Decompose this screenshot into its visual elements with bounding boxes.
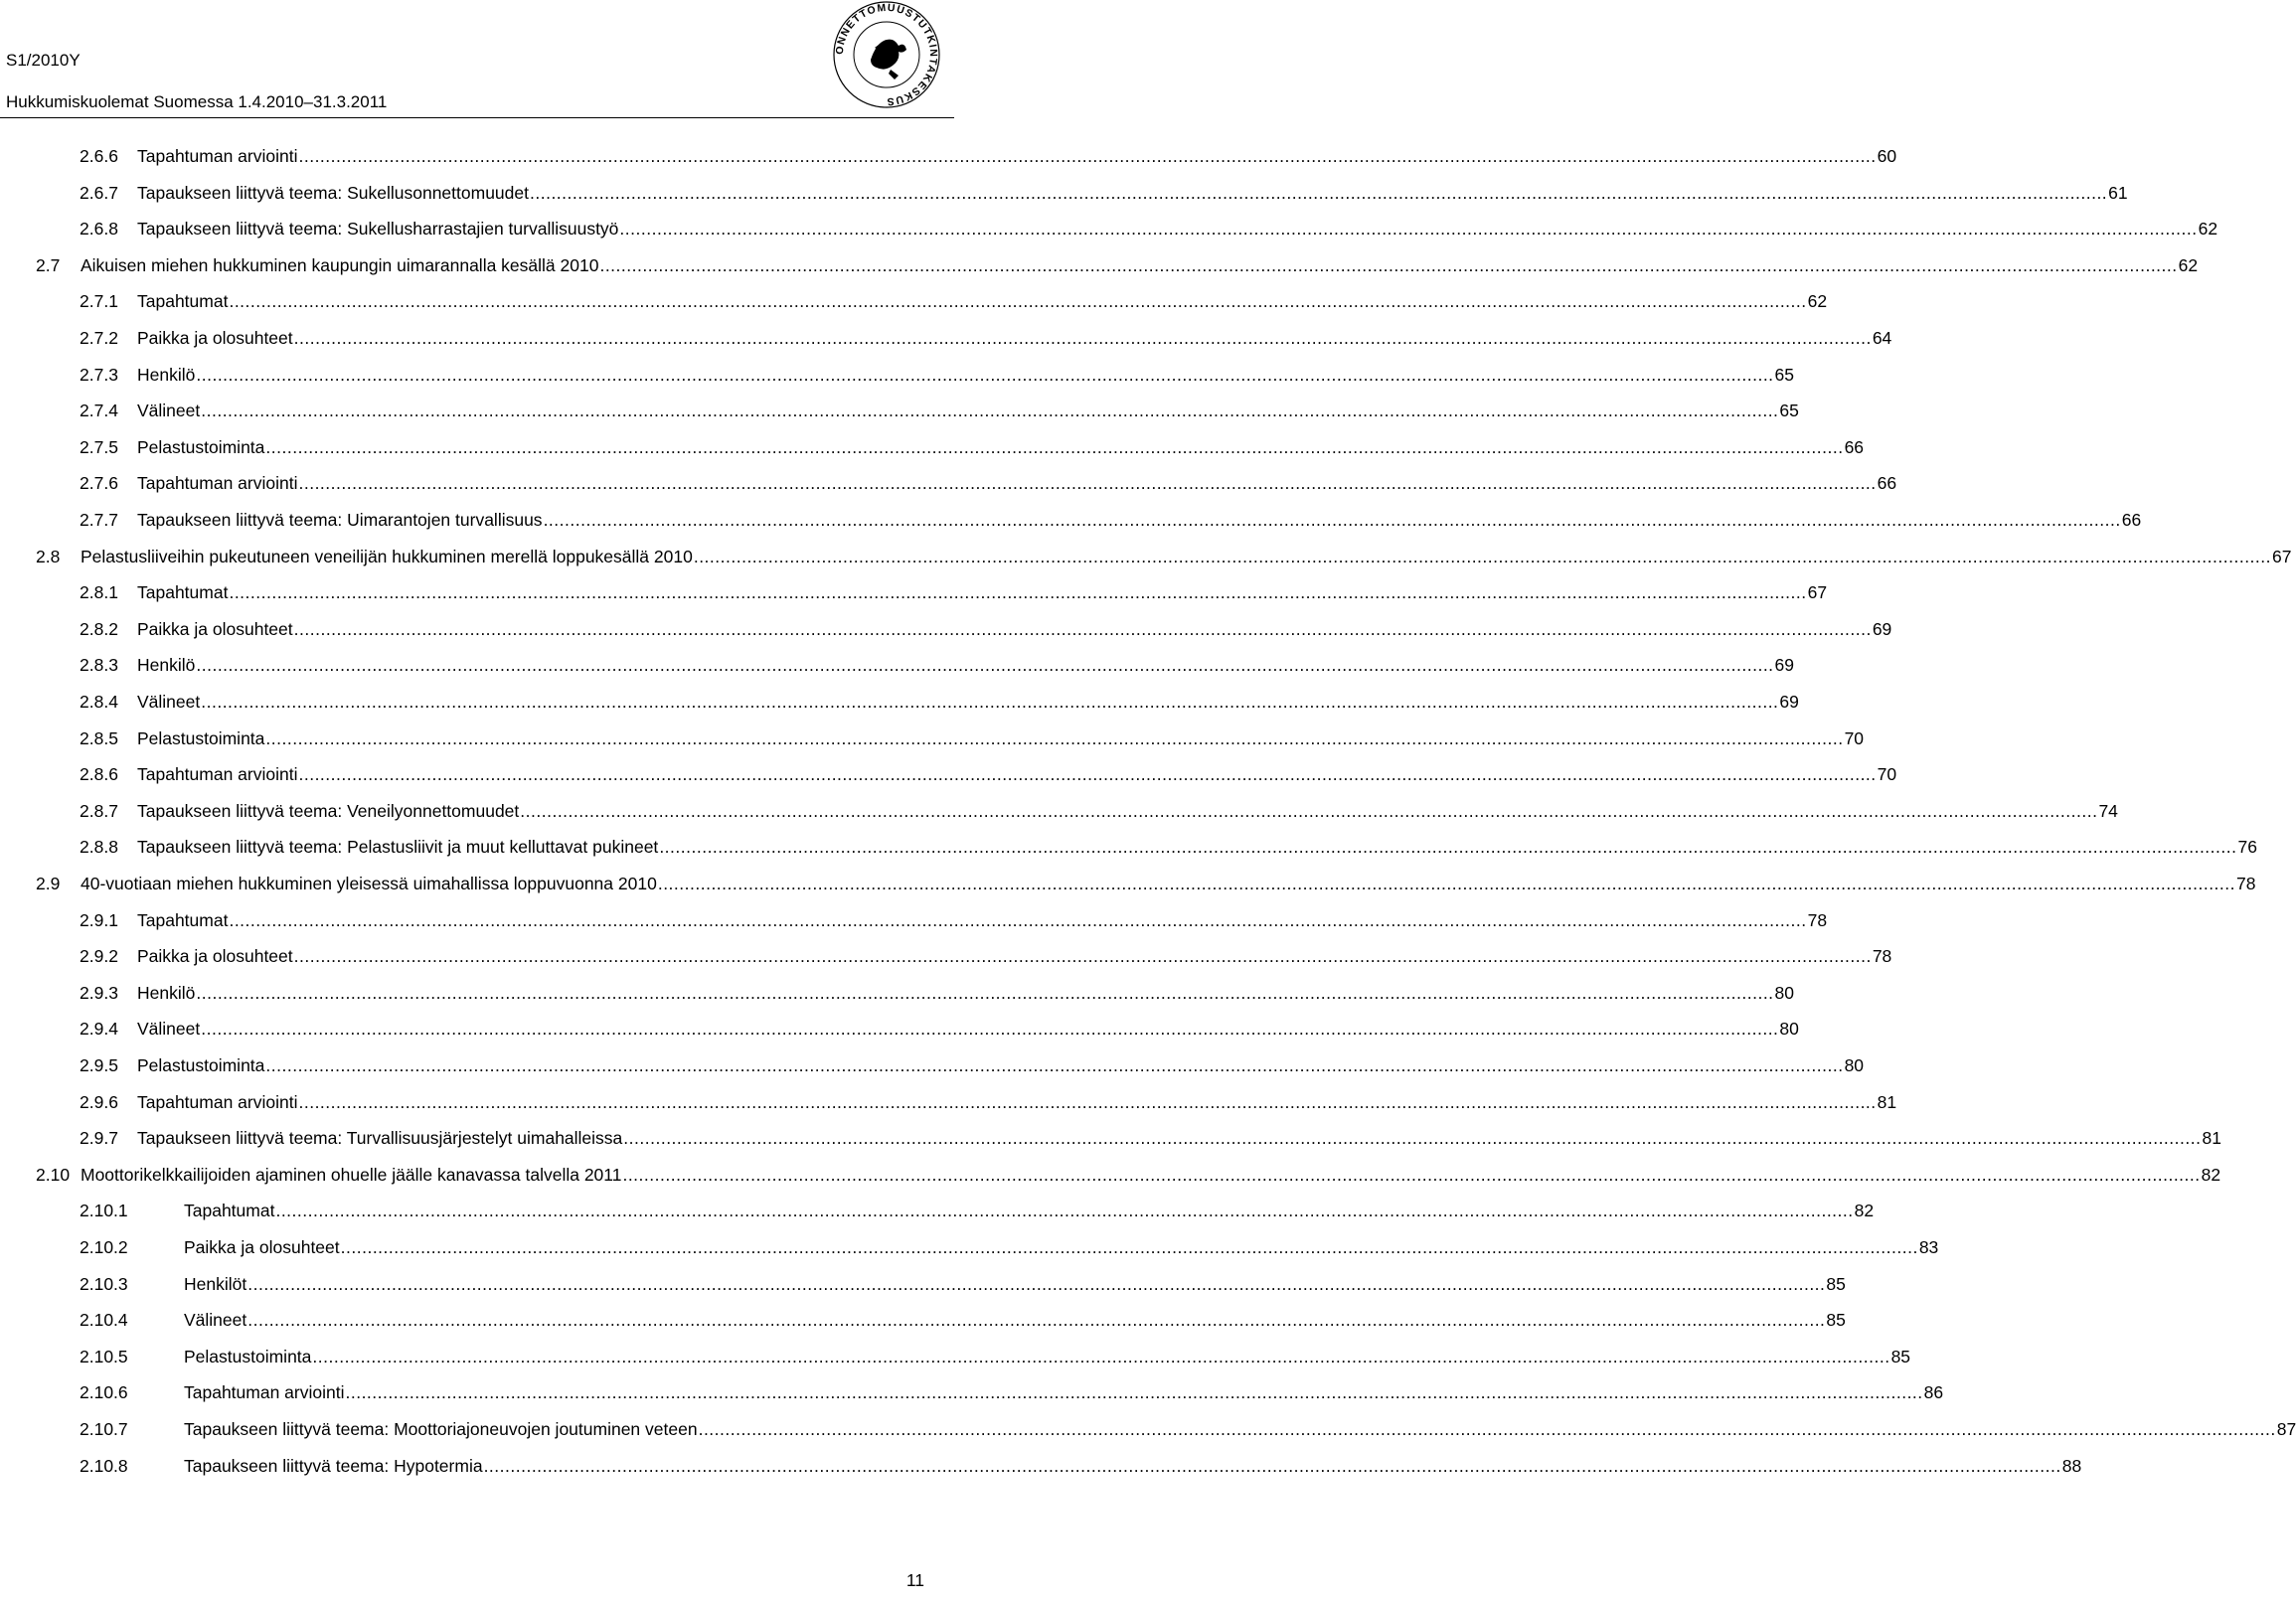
toc-entry[interactable] (80, 1237, 1939, 1261)
toc-entry-number: 2.8.7 (80, 801, 118, 821)
toc-dot-leader (201, 692, 1778, 713)
toc-entry-page: 62 (1807, 291, 1828, 311)
toc-dot-leader (247, 1310, 1825, 1331)
toc-entry-page: 67 (2272, 547, 2292, 566)
toc-entry-title: Välineet (137, 401, 201, 420)
toc-entry[interactable] (80, 1274, 1846, 1298)
toc-entry-number: 2.7 (36, 255, 61, 275)
toc-entry-title: Tapahtuman arviointi (137, 146, 298, 166)
toc-dot-leader (294, 328, 1872, 349)
toc-dot-leader (229, 910, 1806, 931)
toc-dot-leader (659, 837, 2236, 858)
toc-entry[interactable] (80, 728, 1865, 752)
toc-dot-leader (229, 582, 1806, 603)
toc-entry[interactable] (80, 401, 1799, 424)
toc-entry[interactable] (80, 910, 1828, 934)
toc-entry-number: 2.8.5 (80, 728, 118, 748)
toc-entry[interactable] (80, 1092, 1897, 1116)
toc-entry-number: 2.10.6 (80, 1382, 128, 1402)
toc-entry-number: 2.7.3 (80, 365, 118, 385)
agency-logo-icon (831, 0, 942, 109)
toc-entry-page: 82 (2201, 1165, 2221, 1185)
svg-text:ONNETTOMUUSTUTKINTAKESKUS: ONNETTOMUUSTUTKINTAKESKUS (833, 1, 940, 108)
toc-dot-leader (599, 255, 2177, 276)
toc-entry[interactable] (36, 255, 2199, 279)
toc-dot-leader (298, 764, 1876, 785)
toc-entry-title: Välineet (137, 1019, 201, 1039)
toc-entry-number: 2.8.8 (80, 837, 118, 857)
toc-entry-title: Moottorikelkkailijoiden ajaminen ohuelle jäälle kanavassa talvella 2011 (81, 1165, 622, 1185)
toc-entry-number: 2.7.4 (80, 401, 118, 420)
toc-entry-number: 2.9.6 (80, 1092, 118, 1112)
toc-entry-number: 2.8 (36, 547, 61, 566)
toc-entry-title: Henkilö (137, 983, 196, 1003)
toc-entry[interactable] (80, 1055, 1865, 1079)
toc-entry-number: 2.10.1 (80, 1201, 128, 1220)
toc-dot-leader (345, 1382, 1922, 1403)
toc-dot-leader (341, 1237, 1918, 1258)
toc-entry-title: Tapaukseen liittyvä teema: Pelastusliivit ja muut kelluttavat pukineet (137, 837, 659, 857)
toc-dot-leader (622, 1165, 2200, 1186)
toc-entry-title: Paikka ja olosuhteet (137, 946, 293, 966)
toc-entry-title: Tapahtumat (137, 291, 229, 311)
toc-dot-leader (658, 874, 2235, 894)
toc-entry-number: 2.6.6 (80, 146, 118, 166)
toc-dot-leader (312, 1347, 1889, 1367)
toc-entry-page: 66 (1877, 473, 1897, 493)
toc-entry-page: 62 (2178, 255, 2199, 275)
toc-entry[interactable] (80, 1310, 1846, 1334)
toc-entry-title: Tapaukseen liittyvä teema: Moottoriajoneuvojen joutuminen veteen (184, 1419, 698, 1439)
toc-entry-number: 2.9.5 (80, 1055, 118, 1075)
toc-entry-number: 2.10 (36, 1165, 71, 1185)
toc-entry[interactable] (80, 1128, 2221, 1152)
toc-dot-leader (298, 146, 1876, 167)
toc-entry[interactable] (80, 437, 1865, 461)
toc-entry-page: 85 (1826, 1274, 1846, 1294)
toc-entry-number: 2.10.7 (80, 1419, 128, 1439)
toc-entry[interactable] (80, 692, 1799, 716)
toc-entry[interactable] (36, 1165, 2221, 1189)
toc-dot-leader (196, 365, 1773, 386)
toc-entry-title: Tapaukseen liittyvä teema: Uimarantojen turvallisuus (137, 510, 543, 530)
toc-entry[interactable] (80, 983, 1795, 1007)
toc-dot-leader (484, 1456, 2061, 1477)
toc-entry-page: 80 (1774, 983, 1795, 1003)
toc-entry-title: Paikka ja olosuhteet (184, 1237, 340, 1257)
toc-dot-leader (196, 655, 1773, 676)
toc-dot-leader (623, 1128, 2201, 1149)
toc-entry-page: 87 (2276, 1419, 2296, 1439)
toc-entry-page: 86 (1923, 1382, 1944, 1402)
toc-entry-title: Tapaukseen liittyvä teema: Veneilyonnettomuudet (137, 801, 520, 821)
toc-dot-leader (619, 219, 2197, 240)
toc-entry[interactable] (80, 365, 1795, 389)
toc-entry-title: Aikuisen miehen hukkuminen kaupungin uimarannalla kesällä 2010 (81, 255, 599, 275)
toc-entry-page: 78 (1872, 946, 1892, 966)
toc-entry-title: Tapaukseen liittyvä teema: Sukellusharrastajien turvallisuustyö (137, 219, 619, 239)
toc-entry[interactable] (80, 801, 2118, 825)
toc-entry-page: 66 (2121, 510, 2142, 530)
toc-entry-number: 2.6.7 (80, 183, 118, 203)
toc-entry[interactable] (80, 146, 1897, 170)
toc-entry-title: Tapahtuman arviointi (137, 764, 298, 784)
toc-entry-title: Pelastusliiveihin pukeutuneen veneilijän hukkuminen merellä loppukesällä 2010 (81, 547, 693, 566)
toc-dot-leader (196, 983, 1773, 1004)
toc-entry[interactable] (80, 510, 2142, 534)
toc-entry-page: 78 (1807, 910, 1828, 930)
toc-dot-leader (694, 547, 2271, 567)
toc-entry-number: 2.7.1 (80, 291, 118, 311)
toc-entry[interactable] (80, 764, 1897, 788)
toc-entry-page: 65 (1774, 365, 1795, 385)
toc-entry-page: 83 (1918, 1237, 1939, 1257)
toc-entry[interactable] (80, 1456, 2082, 1480)
toc-entry-page: 70 (1877, 764, 1897, 784)
toc-entry-number: 2.9.3 (80, 983, 118, 1003)
toc-entry-page: 61 (2108, 183, 2128, 203)
toc-entry-number: 2.8.4 (80, 692, 118, 712)
toc-entry-page: 85 (1890, 1347, 1911, 1366)
toc-dot-leader (265, 437, 1843, 458)
toc-entry-number: 2.8.2 (80, 619, 118, 639)
toc-entry[interactable] (80, 1019, 1799, 1043)
toc-entry-title: Tapaukseen liittyvä teema: Turvallisuusjärjestelyt uimahalleissa (137, 1128, 623, 1148)
document-title: Hukkumiskuolemat Suomessa 1.4.2010–31.3.2011 (6, 92, 388, 111)
toc-entry-number: 2.10.5 (80, 1347, 128, 1366)
toc-entry-page: 69 (1779, 692, 1799, 712)
toc-entry-title: Tapahtuman arviointi (137, 1092, 298, 1112)
toc-entry[interactable] (80, 291, 1828, 315)
toc-entry-number: 2.10.2 (80, 1237, 128, 1257)
toc-entry-page: 67 (1807, 582, 1828, 602)
toc-dot-leader (544, 510, 2121, 531)
toc-entry-title: Henkilö (137, 365, 196, 385)
header-divider (0, 117, 954, 118)
toc-entry-page: 69 (1872, 619, 1892, 639)
toc-entry-number: 2.9.1 (80, 910, 118, 930)
toc-entry-page: 69 (1774, 655, 1795, 675)
toc-dot-leader (247, 1274, 1825, 1295)
toc-entry[interactable] (80, 473, 1897, 497)
toc-entry[interactable] (80, 1382, 1944, 1406)
toc-entry-page: 65 (1779, 401, 1799, 420)
toc-entry-title: Tapahtumat (137, 910, 229, 930)
toc-entry-title: Välineet (184, 1310, 247, 1330)
toc-entry-page: 60 (1877, 146, 1897, 166)
toc-entry-title: Henkilö (137, 655, 196, 675)
toc-entry-title: 40-vuotiaan miehen hukkuminen yleisessä uimahallissa loppuvuonna 2010 (81, 874, 657, 893)
toc-entry-number: 2.8.3 (80, 655, 118, 675)
toc-entry-number: 2.7.6 (80, 473, 118, 493)
toc-entry-title: Henkilöt (184, 1274, 247, 1294)
toc-entry-number: 2.10.4 (80, 1310, 128, 1330)
toc-dot-leader (530, 183, 2107, 204)
toc-entry-number: 2.7.7 (80, 510, 118, 530)
toc-dot-leader (520, 801, 2097, 822)
toc-entry-page: 81 (2202, 1128, 2221, 1148)
toc-entry[interactable] (36, 547, 2292, 570)
toc-dot-leader (699, 1419, 2276, 1440)
page-number: 11 (905, 1570, 924, 1590)
toc-entry-number: 2.9.2 (80, 946, 118, 966)
toc-entry-page: 85 (1826, 1310, 1846, 1330)
toc-entry-title: Paikka ja olosuhteet (137, 619, 293, 639)
toc-entry-number: 2.8.1 (80, 582, 118, 602)
toc-entry-title: Tapahtumat (137, 582, 229, 602)
toc-entry-number: 2.9 (36, 874, 61, 893)
toc-entry-title: Välineet (137, 692, 201, 712)
toc-entry-page: 76 (2237, 837, 2257, 857)
toc-entry[interactable] (80, 1419, 2296, 1443)
toc-entry[interactable] (80, 1201, 1875, 1224)
toc-dot-leader (201, 401, 1778, 421)
toc-dot-leader (294, 946, 1872, 967)
toc-entry-page: 80 (1844, 1055, 1865, 1075)
toc-entry-page: 82 (1854, 1201, 1875, 1220)
toc-entry-title: Tapaukseen liittyvä teema: Hypotermia (184, 1456, 483, 1476)
toc-entry-number: 2.7.2 (80, 328, 118, 348)
toc-entry-number: 2.7.5 (80, 437, 118, 457)
toc-dot-leader (265, 728, 1843, 749)
toc-entry-title: Pelastustoiminta (137, 437, 265, 457)
toc-entry[interactable] (80, 946, 1892, 970)
toc-entry[interactable] (80, 1347, 1911, 1370)
toc-entry-page: 70 (1844, 728, 1865, 748)
toc-entry-page: 66 (1844, 437, 1865, 457)
toc-entry[interactable] (80, 837, 2257, 861)
toc-entry-number: 2.10.8 (80, 1456, 128, 1476)
toc-dot-leader (229, 291, 1806, 312)
toc-entry-page: 88 (2061, 1456, 2082, 1476)
toc-entry-title: Pelastustoiminta (137, 1055, 265, 1075)
toc-entry-title: Paikka ja olosuhteet (137, 328, 293, 348)
toc-entry[interactable] (80, 582, 1828, 606)
toc-dot-leader (265, 1055, 1843, 1076)
toc-entry-number: 2.10.3 (80, 1274, 128, 1294)
toc-dot-leader (201, 1019, 1778, 1040)
document-id: S1/2010Y (6, 51, 81, 70)
toc-entry-page: 64 (1872, 328, 1892, 348)
toc-entry[interactable] (80, 655, 1795, 679)
toc-entry-title: Pelastustoiminta (184, 1347, 312, 1366)
toc-entry-title: Tapahtuman arviointi (184, 1382, 345, 1402)
toc-entry[interactable] (80, 328, 1892, 352)
toc-entry[interactable] (80, 219, 2218, 242)
toc-entry-number: 2.6.8 (80, 219, 118, 239)
toc-entry-page: 74 (2098, 801, 2118, 821)
toc-entry-page: 81 (1877, 1092, 1897, 1112)
toc-entry-page: 62 (2198, 219, 2218, 239)
toc-dot-leader (298, 473, 1876, 494)
toc-entry-number: 2.8.6 (80, 764, 118, 784)
toc-entry-title: Tapahtuman arviointi (137, 473, 298, 493)
toc-dot-leader (275, 1201, 1853, 1221)
toc-entry-title: Tapaukseen liittyvä teema: Sukellusonnettomuudet (137, 183, 529, 203)
toc-entry[interactable] (36, 874, 2256, 897)
toc-entry[interactable] (80, 183, 2128, 207)
toc-entry-page: 78 (2236, 874, 2256, 893)
toc-entry-title: Tapahtumat (184, 1201, 275, 1220)
toc-dot-leader (294, 619, 1872, 640)
toc-entry-number: 2.9.7 (80, 1128, 118, 1148)
toc-entry-title: Pelastustoiminta (137, 728, 265, 748)
toc-entry-page: 80 (1779, 1019, 1799, 1039)
toc-entry[interactable] (80, 619, 1892, 643)
toc-entry-number: 2.9.4 (80, 1019, 118, 1039)
toc-dot-leader (298, 1092, 1876, 1113)
